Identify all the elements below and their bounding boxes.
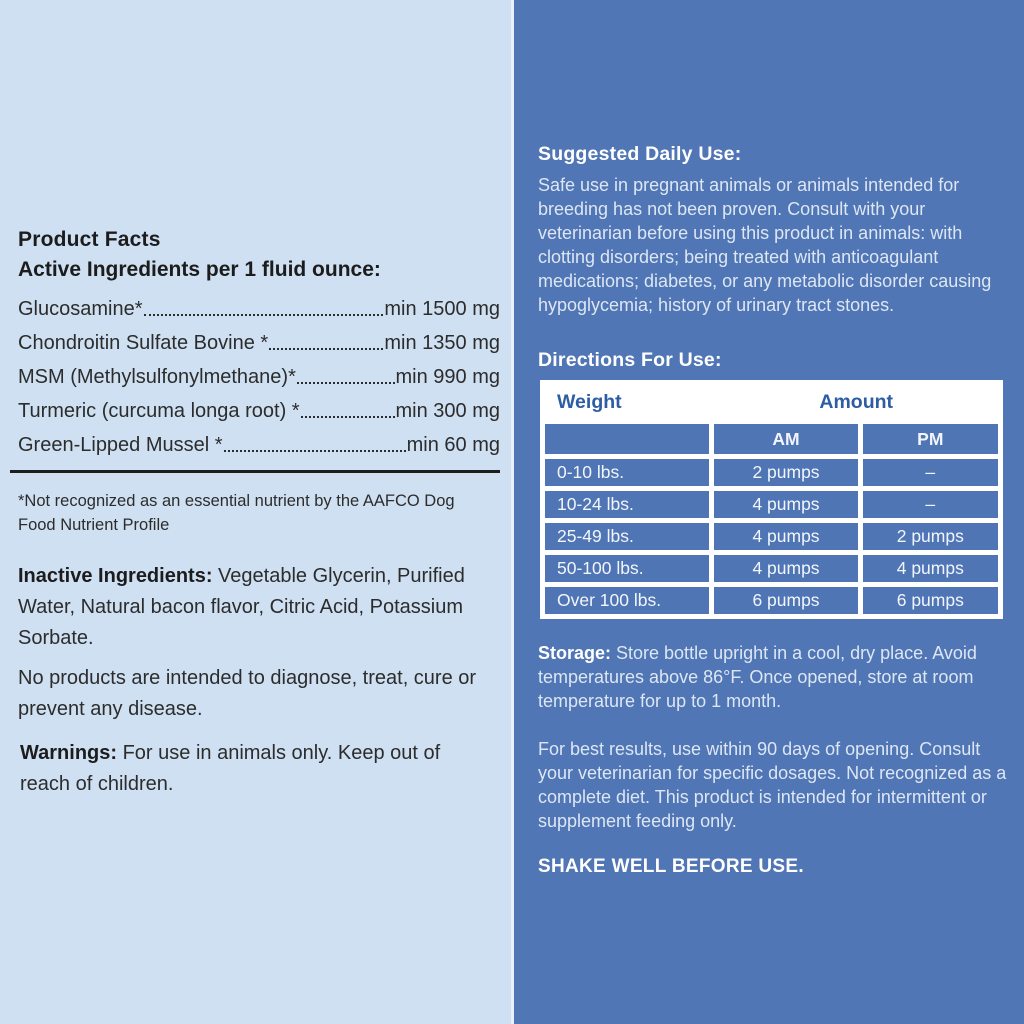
aafco-footnote: *Not recognized as an essential nutrient by the AAFCO Dog Food Nutrient Profile	[18, 492, 455, 534]
active-ingredients-list	[18, 287, 500, 457]
table-row-am: 4 pumps	[714, 491, 857, 518]
active-ingredients-subtitle: Active Ingredients per 1 fluid ounce:	[18, 258, 381, 281]
inactive-ingredients-text: Vegetable Glycerin, Purified Water, Natural bacon flavor, Citric Acid, Potassium Sorbate.	[18, 565, 465, 649]
ingredient-name: Glucosamine*	[18, 298, 143, 320]
suggested-daily-use-heading: Suggested Daily Use:	[538, 143, 742, 165]
pm-column-header: PM	[863, 424, 998, 454]
suggested-daily-use-text: Safe use in pregnant animals or animals intended for breeding has not been proven. Consult with your veterinarian before using this product in animals: with clotting disorders; being treated with anticoagulant medications; diabetes, or any metabolic disorder causing hypoglycemia; history of urinary tract stones.	[538, 175, 992, 315]
storage-label: Storage:	[538, 643, 612, 663]
warnings-text: For use in animals only. Keep out of reach of children.	[20, 742, 441, 795]
ingredient-name: MSM (Methylsulfonylmethane)*	[18, 366, 296, 388]
warnings-label: Warnings:	[20, 742, 118, 764]
table-row-weight: 10-24 lbs.	[545, 491, 709, 518]
panel-divider	[511, 0, 514, 1024]
ingredient-row	[18, 321, 500, 355]
table-row-pm: 4 pumps	[863, 555, 998, 582]
ingredient-row	[18, 287, 500, 321]
empty-header-cell	[545, 424, 709, 454]
dot-leader	[297, 382, 395, 384]
dosage-table	[540, 380, 1003, 619]
am-column-header: AM	[714, 424, 857, 454]
dot-leader	[224, 450, 406, 452]
ingredient-row	[18, 423, 500, 457]
table-row-am: 2 pumps	[714, 459, 857, 486]
storage-paragraph	[538, 641, 1008, 713]
ingredient-name: Green-Lipped Mussel *	[18, 434, 223, 456]
table-row-weight: 25-49 lbs.	[545, 523, 709, 550]
table-row-am: 4 pumps	[714, 555, 857, 582]
warnings-paragraph	[20, 738, 470, 800]
inactive-ingredients-paragraph	[18, 561, 498, 654]
table-row-weight: 50-100 lbs.	[545, 555, 709, 582]
dot-leader	[301, 416, 395, 418]
dot-leader	[144, 314, 384, 316]
storage-text: Store bottle upright in a cool, dry place. Avoid temperatures above 86°F. Once opened, store at room temperature for up to 1 month.	[538, 643, 977, 711]
ingredient-name: Chondroitin Sulfate Bovine *	[18, 332, 269, 354]
table-row-pm: –	[863, 459, 998, 486]
table-row-weight: Over 100 lbs.	[545, 587, 709, 614]
ingredient-name: Turmeric (curcuma longa root) *	[18, 400, 300, 422]
shake-well-notice: SHAKE WELL BEFORE USE.	[538, 856, 804, 877]
horizontal-rule	[10, 470, 500, 473]
best-results-paragraph: For best results, use within 90 days of opening. Consult your veterinarian for specific dosages. Not recognized as a complete diet. This product is intended for intermittent or supplement feeding only.	[538, 739, 1007, 831]
ingredient-row	[18, 355, 500, 389]
ingredient-amount: min 1350 mg	[384, 332, 500, 354]
ingredient-amount: min 1500 mg	[384, 298, 500, 320]
ingredient-amount: min 300 mg	[395, 400, 500, 422]
weight-column-header: Weight	[557, 390, 622, 413]
table-row-am: 6 pumps	[714, 587, 857, 614]
disease-disclaimer: No products are intended to diagnose, treat, cure or prevent any disease.	[18, 667, 477, 720]
ingredient-row	[18, 389, 500, 423]
directions-for-use-heading: Directions For Use:	[538, 349, 722, 371]
table-row-pm: 6 pumps	[863, 587, 998, 614]
table-row-weight: 0-10 lbs.	[545, 459, 709, 486]
inactive-ingredients-label: Inactive Ingredients:	[18, 565, 213, 587]
dot-leader	[269, 348, 383, 350]
table-row-pm: –	[863, 491, 998, 518]
ingredient-amount: min 60 mg	[406, 434, 500, 456]
table-row-am: 4 pumps	[714, 523, 857, 550]
table-row-pm: 2 pumps	[863, 523, 998, 550]
product-facts-title: Product Facts	[18, 228, 161, 251]
ingredient-amount: min 990 mg	[395, 366, 500, 388]
amount-column-header: Amount	[819, 390, 894, 413]
